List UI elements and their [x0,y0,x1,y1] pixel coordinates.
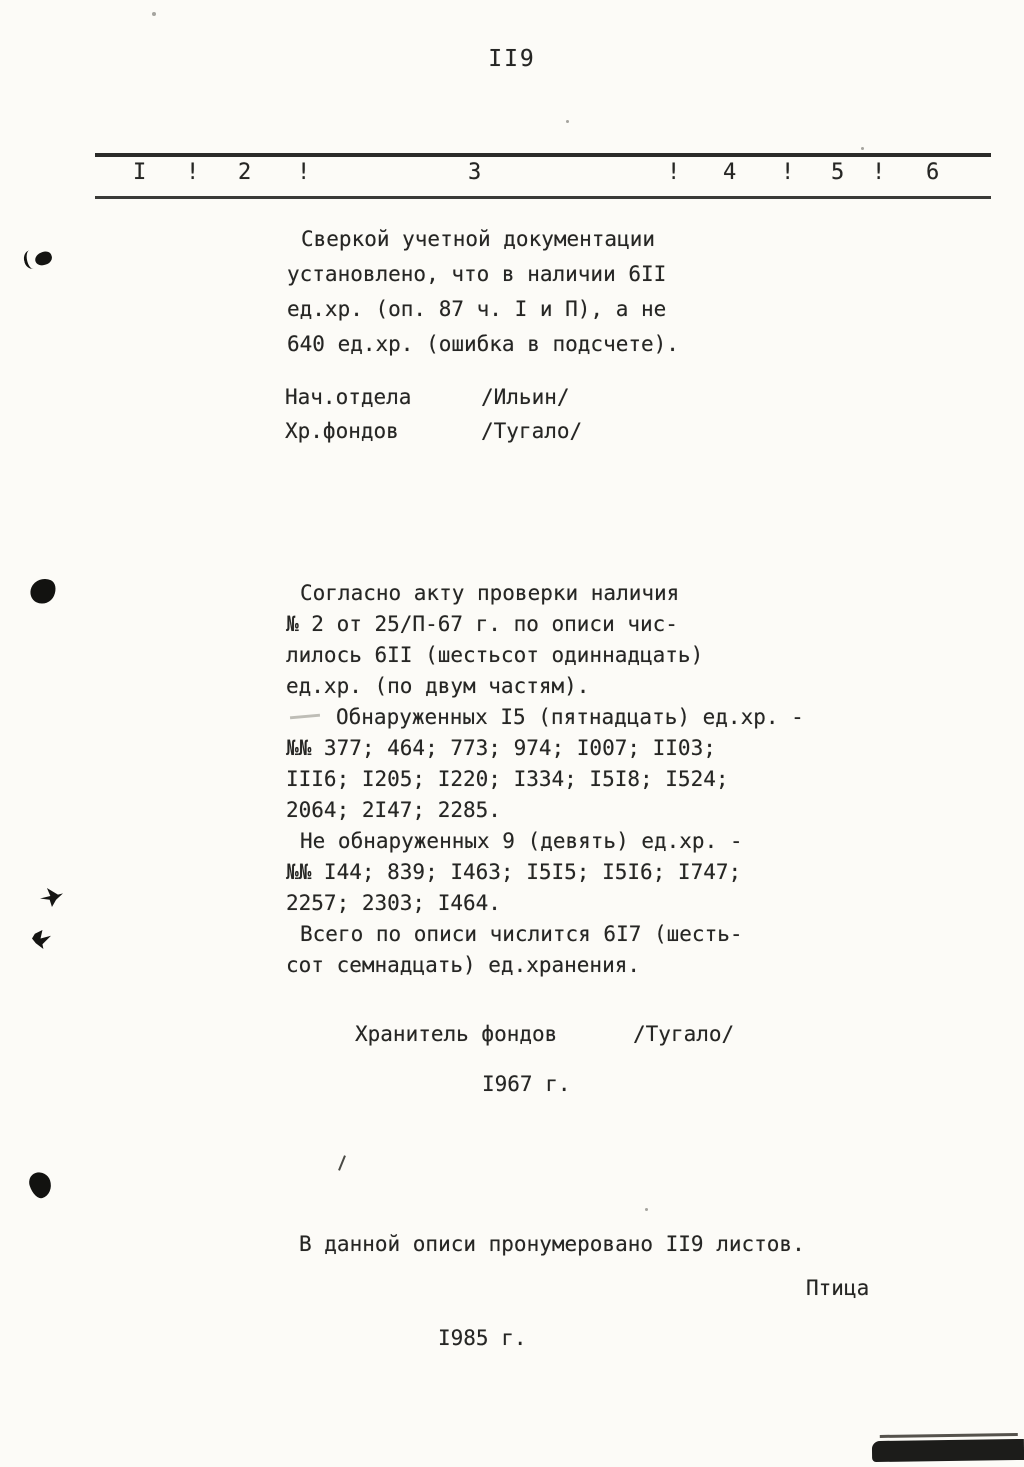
signature-title: Хр.фондов [285,419,399,443]
table-rule-top [95,153,991,157]
text-line: 640 ед.хр. (ошибка в подсчете). [287,332,679,356]
footer-signature: Птица [806,1276,870,1300]
table-rule-bottom [95,196,991,199]
column-separator: ! [781,160,795,185]
text-line: Не обнаруженных 9 (девять) ед.хр. - [300,829,743,853]
year-line-1967: I967 г. [482,1072,571,1096]
column-header: 5 [831,160,845,185]
ink-blot [40,888,63,907]
paper-speck [645,1208,648,1211]
keeper-signature-name: /Тугало/ [633,1022,735,1046]
signature-name: /Тугало/ [481,419,583,443]
paper-speck [861,147,864,150]
text-line: №№ I44; 839; I463; I5I5; I5I6; I747; [286,860,742,884]
column-separator: ! [872,160,886,185]
signature-row [285,380,582,414]
column-separator: ! [297,160,311,185]
sheet-count-note: В данной описи пронумеровано II9 листов. [299,1232,805,1256]
column-header: I [133,160,147,185]
column-header: 6 [926,160,940,185]
text-line: III6; I205; I220; I334; I5I8; I524; [286,767,729,791]
paragraph-act-check [286,578,826,981]
column-header: 2 [238,160,252,185]
scan-corner-smudge [872,1439,1024,1462]
text-line: ед.хр. (по двум частям). [286,674,590,698]
text-line: № 2 от 25/П-67 г. по описи чис- [286,612,678,636]
text-line: сот семнадцать) ед.хранения. [286,953,641,977]
signature-name: /Ильин/ [481,385,570,409]
keeper-signature-title: Хранитель фондов [355,1022,558,1046]
text-line: установлено, что в наличии 6II [287,262,667,286]
column-separator: ! [186,160,200,185]
paper-speck [566,120,569,123]
text-line: Всего по описи числится 6I7 (шесть- [300,922,743,946]
signature-block-department [285,380,582,448]
text-line: Обнаруженных I5 (пятнадцать) ед.хр. - [286,702,826,733]
text-line: лилось 6II (шестьсот одиннадцать) [286,643,704,667]
column-separator: ! [667,160,681,185]
year-line-1985: I985 г. [438,1326,527,1350]
paper-speck [152,12,156,16]
text-line: 2064; 2I47; 2285. [286,798,501,822]
column-header: 4 [723,160,737,185]
ink-blot [27,574,60,608]
text-line: Сверкой учетной документации [301,227,656,251]
stray-pen-mark [338,1155,346,1171]
signature-title: Нач.отдела [285,385,412,409]
ink-blot [32,930,51,949]
page-number: II9 [488,46,536,72]
text-line: ед.хр. (оп. 87 ч. I и П), а не [287,297,667,321]
signature-row [285,414,582,448]
text-line: 2257; 2303; I464. [286,891,501,915]
text-line: Согласно акту проверки наличия [300,581,680,605]
ink-blot [24,248,56,272]
column-header: 3 [468,160,482,185]
text-line: №№ 377; 464; 773; 974; I007; II03; [286,736,716,760]
ink-blot [26,1169,54,1200]
paragraph-verification [287,222,747,362]
